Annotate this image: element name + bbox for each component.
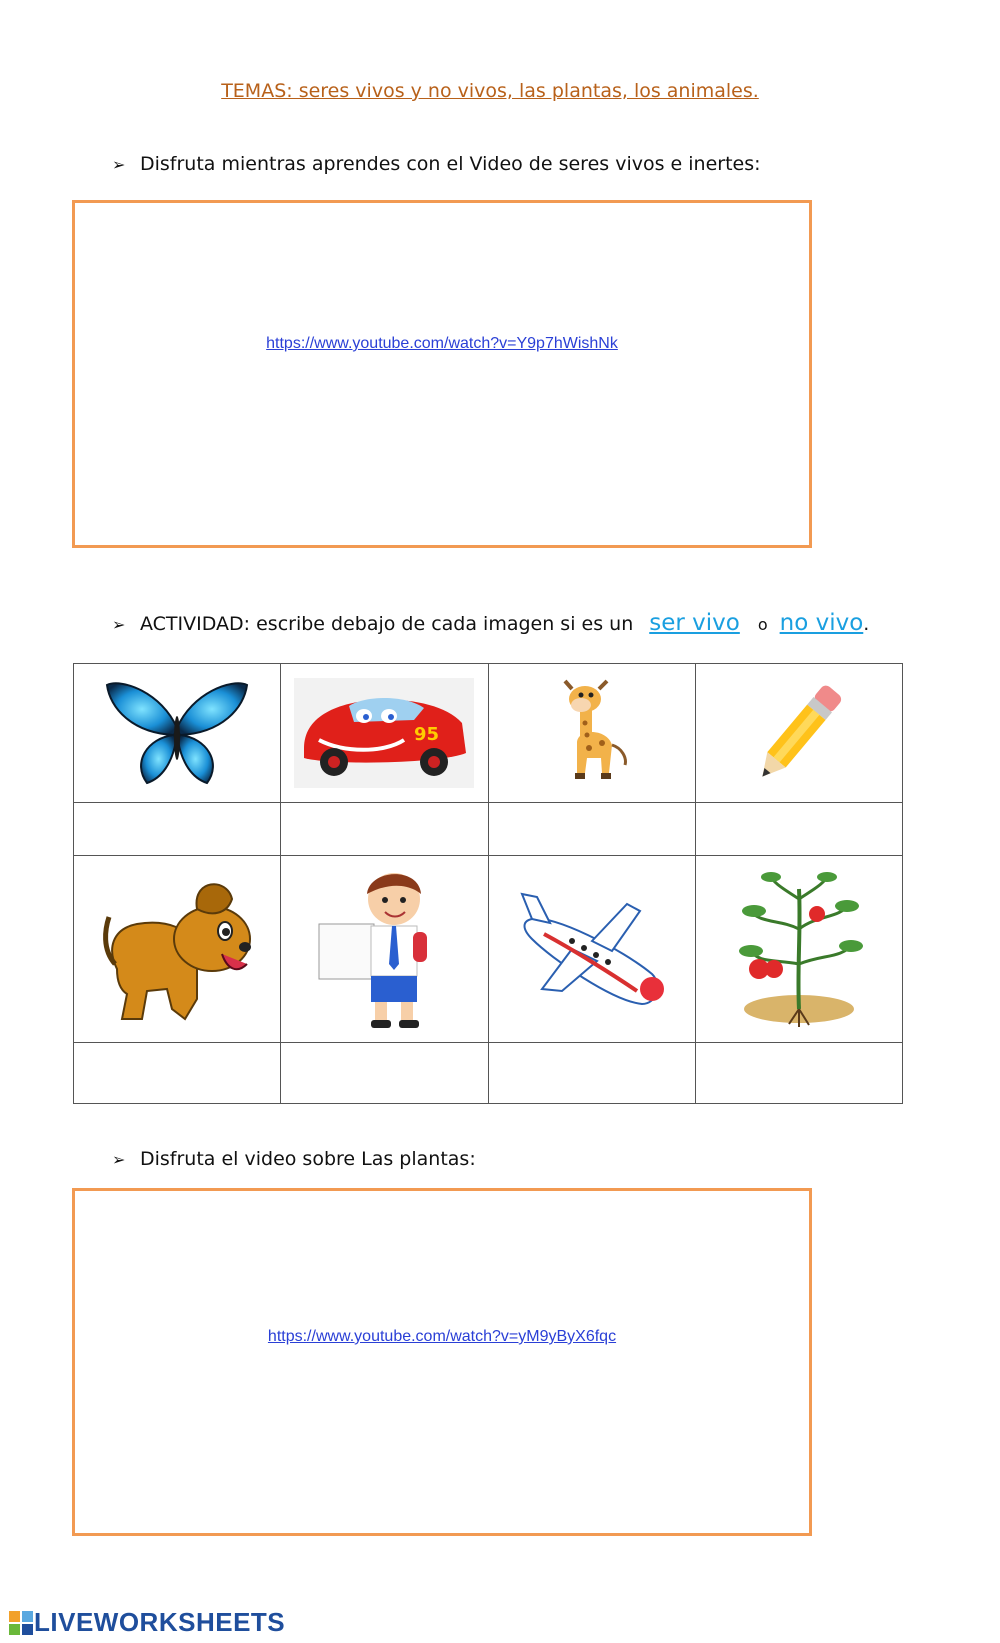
bullet-text: Disfruta mientras aprendes con el Video de seres vivos e inertes: (140, 153, 761, 175)
bullet-activity (112, 610, 869, 636)
bullet-video-2 (112, 1148, 476, 1170)
image-cell (695, 664, 902, 803)
activity-text: ACTIVIDAD: escribe debajo de cada imagen si es un (140, 613, 634, 635)
arrow-bullet-icon: ➢ (112, 1150, 126, 1169)
video-link-2[interactable]: https://www.youtube.com/watch?v=yM9yByX6fqc (267, 1328, 617, 1345)
answer-cell[interactable] (281, 1043, 488, 1104)
answer-cell[interactable] (74, 803, 281, 856)
boy-icon (309, 864, 459, 1034)
airplane-icon (512, 879, 672, 1019)
answer-cell[interactable] (281, 803, 488, 856)
tomato-plant-icon (729, 869, 869, 1029)
dog-icon (97, 869, 257, 1029)
image-cell (281, 856, 488, 1043)
video-link-1[interactable]: https://www.youtube.com/watch?v=Y9p7hWishNk (266, 335, 618, 352)
liveworksheets-logo-icon (8, 1610, 34, 1636)
pencil-icon (749, 678, 849, 788)
answer-cell[interactable] (695, 803, 902, 856)
arrow-bullet-icon: ➢ (112, 615, 126, 634)
answer-cell[interactable] (488, 803, 695, 856)
answer-cell[interactable] (488, 1043, 695, 1104)
answer-cell[interactable] (695, 1043, 902, 1104)
bullet-text: Disfruta el video sobre Las plantas: (140, 1148, 476, 1170)
video-box-2[interactable] (72, 1188, 812, 1536)
butterfly-icon (102, 673, 252, 793)
giraffe-icon (547, 673, 637, 793)
activity-grid (73, 663, 903, 1104)
option-separator: o (757, 615, 768, 634)
image-cell (74, 856, 281, 1043)
arrow-bullet-icon: ➢ (112, 155, 126, 174)
answer-cell[interactable] (74, 1043, 281, 1104)
option-no-vivo: no vivo (779, 610, 864, 636)
video-box-1[interactable] (72, 200, 812, 548)
bullet-video-1 (112, 153, 761, 175)
image-cell (488, 856, 695, 1043)
svg-text:95: 95 (414, 724, 440, 745)
image-cell (74, 664, 281, 803)
page-title: TEMAS: seres vivos y no vivos, las plantas, los animales. (221, 80, 759, 102)
activity-period: . (863, 613, 870, 635)
image-cell (695, 856, 902, 1043)
image-cell (488, 664, 695, 803)
option-ser-vivo: ser vivo (649, 610, 740, 636)
car-icon (294, 678, 474, 788)
image-cell (281, 664, 488, 803)
footer-brand-text: LIVEWORKSHEETS (34, 1607, 286, 1637)
footer-brand (8, 1607, 285, 1638)
